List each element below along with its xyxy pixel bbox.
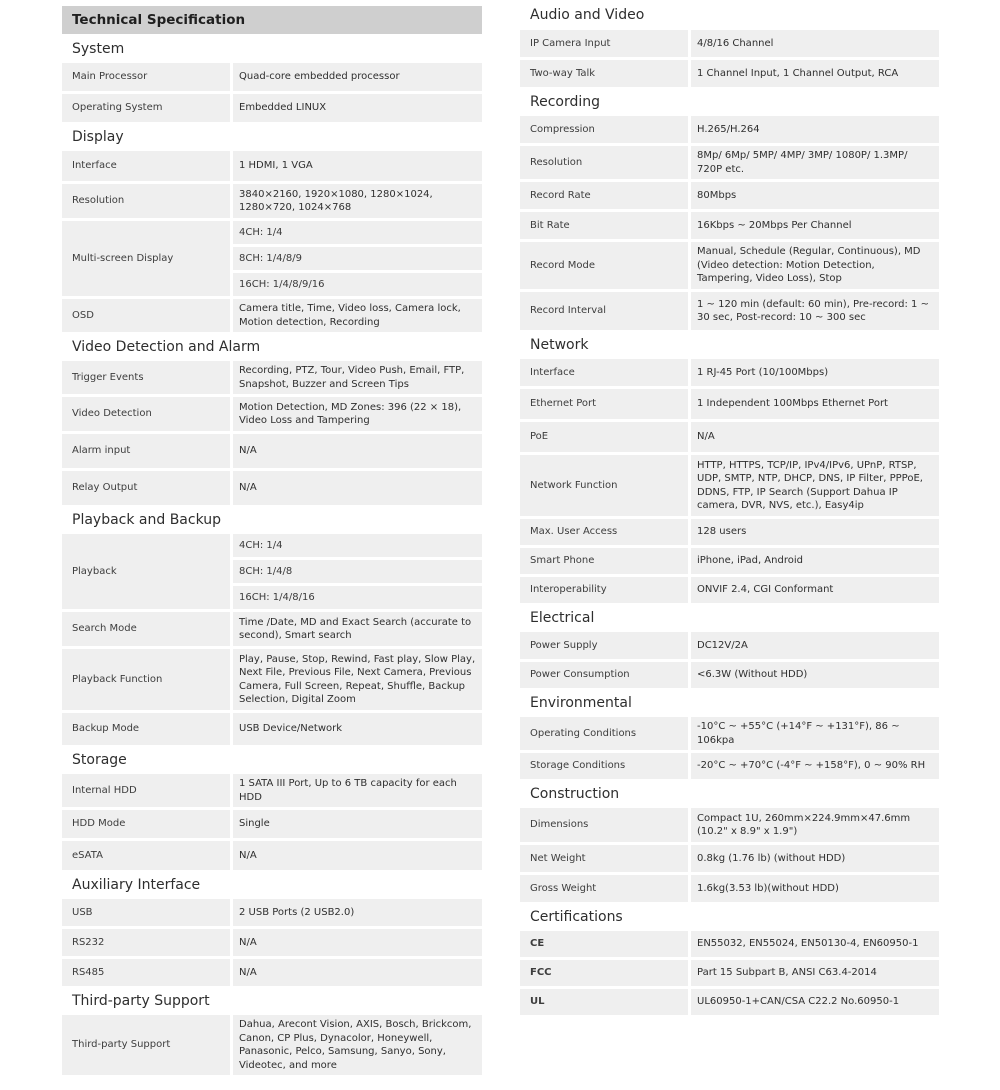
spec-value: 1 Channel Input, 1 Channel Output, RCA: [691, 60, 939, 87]
spec-label: USB: [62, 899, 233, 926]
spec-row: [520, 30, 939, 57]
spec-value: Play, Pause, Stop, Rewind, Fast play, Slow Play, Next File, Previous File, Next Camera, Previous Camera, Full Screen, Repeat, Shuffle, Backup Selection, Digital Zoom: [233, 649, 482, 710]
spec-row: [62, 151, 482, 181]
spec-label: Dimensions: [520, 808, 691, 842]
right-sections: [520, 0, 939, 1018]
spec-label: Interoperability: [520, 577, 691, 603]
section-title-playback-and-backup: Playback and Backup: [72, 511, 222, 528]
spec-row: [62, 774, 482, 807]
spec-label: Main Processor: [62, 63, 233, 91]
spec-table-recording: [520, 113, 939, 333]
spec-row: [62, 649, 482, 710]
spec-label: Alarm input: [62, 434, 233, 468]
spec-subvalue: 16CH: 1/4/8/9/16: [233, 273, 482, 296]
spec-table-auxiliary-interface: [62, 896, 482, 989]
spec-row: [520, 931, 939, 957]
spec-table-playback-and-backup: [62, 531, 482, 748]
spec-label: Video Detection: [62, 397, 233, 431]
spec-value: 3840×2160, 1920×1080, 1280×1024, 1280×720, 1024×768: [233, 184, 482, 218]
spec-value: N/A: [233, 471, 482, 505]
spec-value: N/A: [691, 422, 939, 452]
spec-label: Playback Function: [62, 649, 233, 710]
spec-label: Third-party Support: [62, 1015, 233, 1075]
spec-label: Interface: [520, 359, 691, 386]
spec-table-environmental: [520, 714, 939, 782]
spec-value: UL60950-1+CAN/CSA C22.2 No.60950-1: [691, 989, 939, 1015]
spec-label: Ethernet Port: [520, 389, 691, 419]
spec-label: Backup Mode: [62, 713, 233, 745]
section-title-network: Network: [530, 336, 589, 353]
spec-table-storage: [62, 771, 482, 873]
spec-label: Power Supply: [520, 632, 691, 659]
spec-label: Network Function: [520, 455, 691, 516]
spec-value: -10°C ~ +55°C (+14°F ~ +131°F), 86 ~ 106kpa: [691, 717, 939, 750]
section-title-video-detection-and-alarm: Video Detection and Alarm: [72, 338, 261, 355]
spec-label: Operating System: [62, 94, 233, 122]
spec-row: [520, 875, 939, 902]
spec-label: Multi-screen Display: [62, 221, 233, 296]
spec-row: [520, 146, 939, 179]
spec-value: Embedded LINUX: [233, 94, 482, 122]
spec-value: N/A: [233, 841, 482, 870]
spec-label: RS485: [62, 959, 233, 986]
spec-label: Compression: [520, 116, 691, 143]
section-title-recording: Recording: [530, 93, 601, 110]
spec-row: [62, 929, 482, 956]
spec-table-certifications: [520, 928, 939, 1018]
spec-row: [62, 959, 482, 986]
spec-row: [520, 989, 939, 1015]
spec-label: Max. User Access: [520, 519, 691, 545]
spec-label: Resolution: [520, 146, 691, 179]
spec-value: Camera title, Time, Video loss, Camera lock, Motion detection, Recording: [233, 299, 482, 332]
spec-value: Recording, PTZ, Tour, Video Push, Email, FTP, Snapshot, Buzzer and Screen Tips: [233, 361, 482, 394]
spec-row: [520, 455, 939, 516]
spec-row: [520, 422, 939, 452]
left-column: [62, 0, 482, 1075]
spec-value: 80Mbps: [691, 182, 939, 209]
spec-row: [62, 184, 482, 218]
spec-label: Two-way Talk: [520, 60, 691, 87]
spec-row: [520, 577, 939, 603]
spec-value: 8Mp/ 6Mp/ 5MP/ 4MP/ 3MP/ 1080P/ 1.3MP/ 720P etc.: [691, 146, 939, 179]
spec-row: [62, 361, 482, 394]
spec-label: HDD Mode: [62, 810, 233, 838]
spec-row: [520, 845, 939, 872]
spec-value: USB Device/Network: [233, 713, 482, 745]
spec-value: 1 RJ-45 Port (10/100Mbps): [691, 359, 939, 386]
spec-label: Power Consumption: [520, 662, 691, 688]
spec-row: [520, 242, 939, 289]
spec-row: [520, 662, 939, 688]
spec-label: Storage Conditions: [520, 753, 691, 779]
spec-value: ONVIF 2.4, CGI Conformant: [691, 577, 939, 603]
spec-label: Internal HDD: [62, 774, 233, 807]
spec-row: [520, 359, 939, 386]
spec-row: [520, 116, 939, 143]
spec-table-network: [520, 356, 939, 606]
spec-label: UL: [520, 989, 691, 1015]
section-title-audio-and-video: Audio and Video: [530, 7, 645, 23]
spec-value: 1.6kg(3.53 lb)(without HDD): [691, 875, 939, 902]
spec-row: [62, 713, 482, 745]
spec-row: [62, 841, 482, 870]
spec-row: [62, 94, 482, 122]
spec-label: Gross Weight: [520, 875, 691, 902]
spec-row: [62, 221, 482, 296]
spec-table-system: [62, 60, 482, 125]
spec-label: Relay Output: [62, 471, 233, 505]
spec-row: [520, 212, 939, 239]
spec-label: FCC: [520, 960, 691, 986]
spec-row: [520, 717, 939, 750]
section-title-storage: Storage: [72, 751, 127, 768]
spec-table-third-party-support: [62, 1012, 482, 1078]
spec-table-display: [62, 148, 482, 335]
spec-row: [520, 808, 939, 842]
right-column: [520, 0, 939, 1015]
section-title-certifications: Certifications: [530, 908, 623, 925]
spec-value: DC12V/2A: [691, 632, 939, 659]
spec-row: [62, 63, 482, 91]
spec-row: [62, 810, 482, 838]
spec-value: <6.3W (Without HDD): [691, 662, 939, 688]
spec-label: Record Interval: [520, 292, 691, 330]
spec-value: 0.8kg (1.76 lb) (without HDD): [691, 845, 939, 872]
spec-value: Compact 1U, 260mm×224.9mm×47.6mm (10.2" x 8.9" x 1.9"): [691, 808, 939, 842]
spec-label: Search Mode: [62, 612, 233, 646]
spec-label: Record Mode: [520, 242, 691, 289]
spec-label: Playback: [62, 534, 233, 609]
spec-value: iPhone, iPad, Android: [691, 548, 939, 574]
spec-label: IP Camera Input: [520, 30, 691, 57]
spec-value: N/A: [233, 929, 482, 956]
spec-value: Part 15 Subpart B, ANSI C63.4-2014: [691, 960, 939, 986]
spec-row: [520, 632, 939, 659]
spec-value: 1 HDMI, 1 VGA: [233, 151, 482, 181]
spec-value: 2 USB Ports (2 USB2.0): [233, 899, 482, 926]
spec-row: [520, 389, 939, 419]
spec-label: Interface: [62, 151, 233, 181]
spec-row: [62, 299, 482, 332]
spec-value: N/A: [233, 959, 482, 986]
spec-table-construction: [520, 805, 939, 905]
spec-row: [520, 60, 939, 87]
spec-table-video-detection-and-alarm: [62, 358, 482, 508]
spec-label: RS232: [62, 929, 233, 956]
spec-value: Time /Date, MD and Exact Search (accurate to second), Smart search: [233, 612, 482, 646]
left-sections: [62, 34, 482, 1078]
spec-row: [62, 471, 482, 505]
spec-label: eSATA: [62, 841, 233, 870]
section-title-environmental: Environmental: [530, 694, 632, 711]
spec-label: Trigger Events: [62, 361, 233, 394]
section-title-system: System: [72, 40, 125, 57]
spec-value: Manual, Schedule (Regular, Continuous), MD (Video detection: Motion Detection, Tampering, Video Loss), Stop: [691, 242, 939, 289]
spec-label: Operating Conditions: [520, 717, 691, 750]
spec-value: 16Kbps ~ 20Mbps Per Channel: [691, 212, 939, 239]
spec-subvalue: 16CH: 1/4/8/16: [233, 586, 482, 609]
spec-label: Net Weight: [520, 845, 691, 872]
spec-row: [62, 434, 482, 468]
spec-label: Bit Rate: [520, 212, 691, 239]
spec-row: [62, 899, 482, 926]
spec-value: 1 Independent 100Mbps Ethernet Port: [691, 389, 939, 419]
spec-row: [520, 519, 939, 545]
spec-value: Quad-core embedded processor: [233, 63, 482, 91]
spec-row: [62, 534, 482, 609]
spec-value: 128 users: [691, 519, 939, 545]
spec-value: 1 ~ 120 min (default: 60 min), Pre-record: 1 ~ 30 sec, Post-record: 10 ~ 300 sec: [691, 292, 939, 330]
spec-row: [520, 753, 939, 779]
spec-table-audio-and-video: [520, 27, 939, 90]
section-title-construction: Construction: [530, 785, 620, 802]
spec-table-electrical: [520, 629, 939, 691]
spec-label: Resolution: [62, 184, 233, 218]
section-title-third-party-support: Third-party Support: [72, 992, 210, 1009]
spec-value: 4/8/16 Channel: [691, 30, 939, 57]
spec-row: [520, 292, 939, 330]
section-title-electrical: Electrical: [530, 609, 595, 626]
spec-label: Smart Phone: [520, 548, 691, 574]
spec-subvalue: 8CH: 1/4/8: [233, 560, 482, 583]
spec-label: CE: [520, 931, 691, 957]
spec-row: [520, 960, 939, 986]
spec-row: [62, 1015, 482, 1075]
spec-value: H.265/H.264: [691, 116, 939, 143]
spec-value: Single: [233, 810, 482, 838]
page-title: Technical Specification: [62, 6, 482, 34]
spec-value: -20°C ~ +70°C (-4°F ~ +158°F), 0 ~ 90% RH: [691, 753, 939, 779]
section-title-auxiliary-interface: Auxiliary Interface: [72, 876, 201, 893]
spec-value: Motion Detection, MD Zones: 396 (22 × 18), Video Loss and Tampering: [233, 397, 482, 431]
spec-value: EN55032, EN55024, EN50130-4, EN60950-1: [691, 931, 939, 957]
spec-value: 1 SATA III Port, Up to 6 TB capacity for each HDD: [233, 774, 482, 807]
spec-label: OSD: [62, 299, 233, 332]
spec-label: PoE: [520, 422, 691, 452]
spec-label: Record Rate: [520, 182, 691, 209]
spec-subvalue: 4CH: 1/4: [233, 534, 482, 557]
spec-row: [520, 182, 939, 209]
section-title-display: Display: [72, 128, 124, 145]
spec-row: [62, 397, 482, 431]
spec-row: [520, 548, 939, 574]
spec-row: [62, 612, 482, 646]
spec-value: N/A: [233, 434, 482, 468]
spec-subvalue: 8CH: 1/4/8/9: [233, 247, 482, 270]
spec-subvalue: 4CH: 1/4: [233, 221, 482, 244]
spec-value: Dahua, Arecont Vision, AXIS, Bosch, Brickcom, Canon, CP Plus, Dynacolor, Honeywell, Panasonic, Pelco, Samsung, Sanyo, Sony, Videotec, and more: [233, 1015, 482, 1075]
spec-value: HTTP, HTTPS, TCP/IP, IPv4/IPv6, UPnP, RTSP, UDP, SMTP, NTP, DHCP, DNS, IP Filter, PPPoE, DDNS, FTP, IP Search (Support Dahua IP camera, DVR, NVS, etc.), Easy4ip: [691, 455, 939, 516]
